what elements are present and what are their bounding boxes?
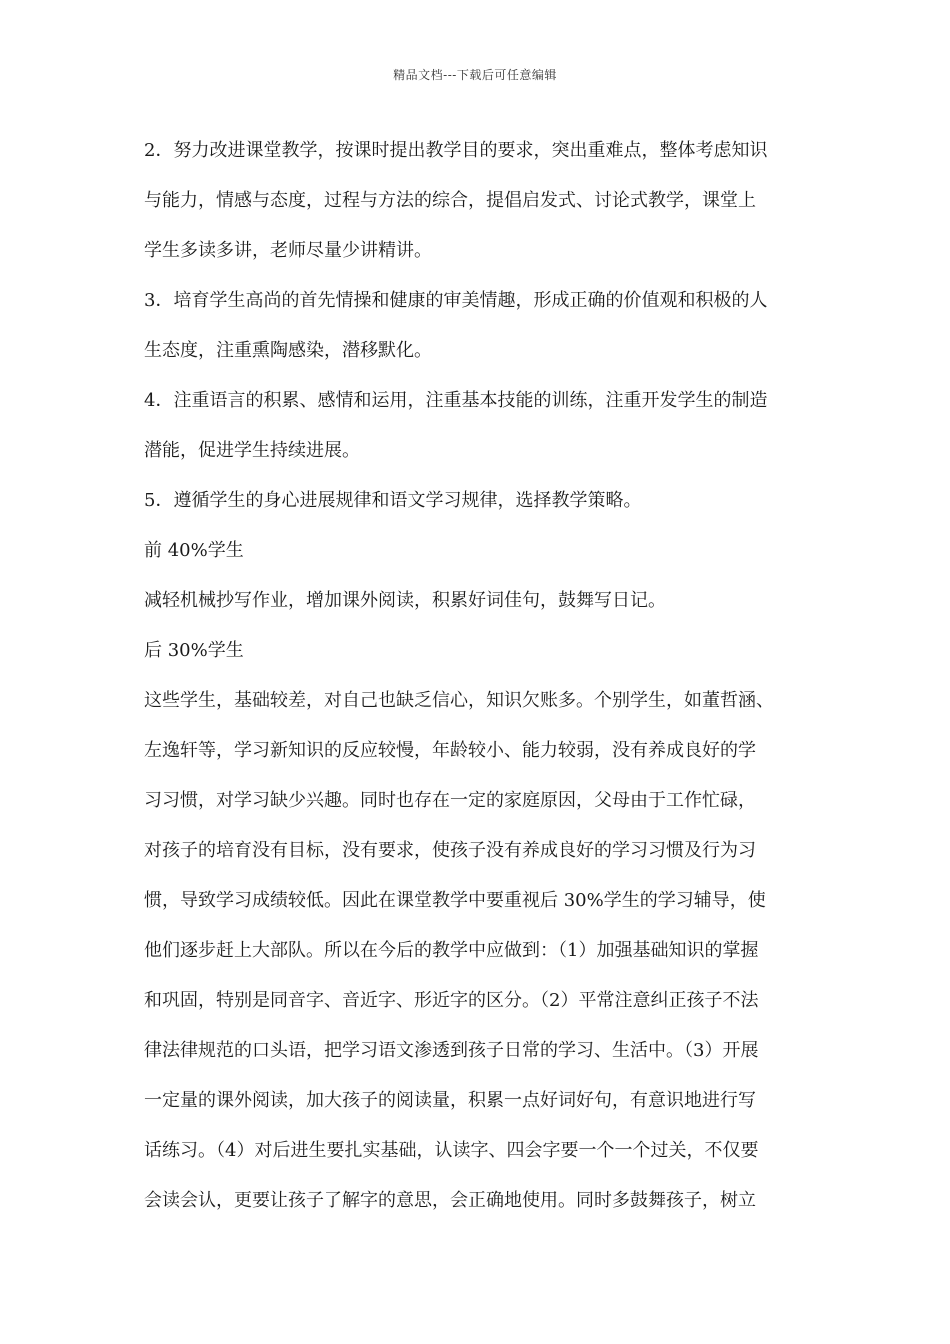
section-heading: 后 30%学生 [144,640,244,661]
text-line: 惯，导致学习成绩较低。因此在课堂教学中要重视后 30%学生的学习辅导，使 [144,890,766,911]
text-line: 和巩固，特别是同音字、音近字、形近字的区分。（2）平常注意纠正孩子不法 [144,990,759,1011]
text-line: 话练习。（4）对后进生要扎实基础，认读字、四会字要一个一个过关，不仅要 [144,1140,759,1161]
text-line: 减轻机械抄写作业，增加课外阅读，积累好词佳句，鼓舞写日记。 [144,590,666,611]
text-line: 3．培育学生高尚的首先情操和健康的审美情趣，形成正确的价值观和积极的人 [144,290,768,311]
text-line: 潜能，促进学生持续进展。 [144,440,360,461]
text-line: 生态度，注重熏陶感染，潜移默化。 [144,340,432,361]
text-line: 5．遵循学生的身心进展规律和语文学习规律，选择教学策略。 [144,490,642,511]
document-body [144,126,812,1226]
page-header: 精品文档---下载后可任意编辑 [393,68,557,82]
text-line: 一定量的课外阅读，加大孩子的阅读量，积累一点好词好句，有意识地进行写 [144,1090,756,1111]
text-line: 会读会认，更要让孩子了解字的意思，会正确地使用。同时多鼓舞孩子，树立 [144,1190,756,1211]
text-line: 对孩子的培育没有目标，没有要求，使孩子没有养成良好的学习习惯及行为习 [144,840,756,861]
text-line: 4．注重语言的积累、感情和运用，注重基本技能的训练，注重开发学生的制造 [144,390,768,411]
text-line: 这些学生，基础较差，对自己也缺乏信心，知识欠账多。个别学生，如董哲涵、 [144,690,774,711]
text-line: 学生多读多讲，老师尽量少讲精讲。 [144,240,432,261]
text-line: 习习惯，对学习缺少兴趣。同时也存在一定的家庭原因，父母由于工作忙碌， [144,790,756,811]
section-heading: 前 40%学生 [144,540,244,561]
text-line: 左逸轩等，学习新知识的反应较慢，年龄较小、能力较弱，没有养成良好的学 [144,740,756,761]
text-line: 与能力，情感与态度，过程与方法的综合，提倡启发式、讨论式教学，课堂上 [144,190,756,211]
text-line: 他们逐步赶上大部队。所以在今后的教学中应做到：（1）加强基础知识的掌握 [144,940,759,961]
text-line: 律法律规范的口头语，把学习语文渗透到孩子日常的学习、生活中。（3）开展 [144,1040,759,1061]
text-line: 2．努力改进课堂教学，按课时提出教学目的要求，突出重难点，整体考虑知识 [144,140,768,161]
